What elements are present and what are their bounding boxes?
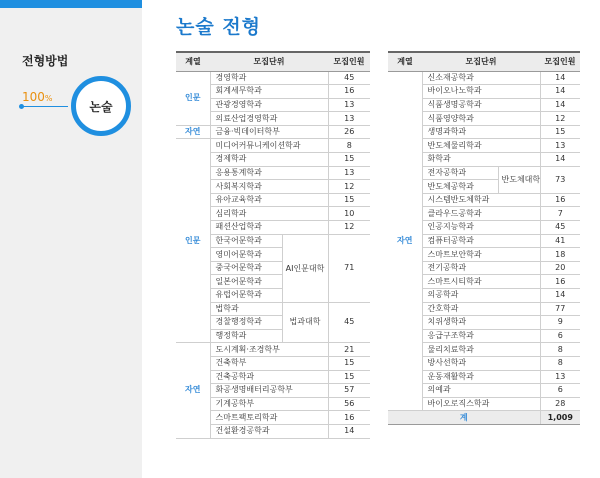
ring-label: 논술: [89, 99, 113, 114]
unit-cell: 경찰행정학과: [210, 316, 282, 330]
percent-label: [22, 90, 53, 104]
unit-cell: 회계세무학과: [210, 85, 328, 99]
unit-cell: 기계공학부: [210, 397, 328, 411]
unit-cell: 시스템반도체학과: [422, 193, 540, 207]
table-header-row: [388, 52, 580, 71]
count-cell: 21: [328, 343, 370, 357]
count-cell: 12: [540, 112, 580, 126]
group-cell: 인문: [176, 139, 210, 343]
unit-cell: 식품영양학과: [422, 112, 540, 126]
unit-cell: 신소재공학과: [422, 71, 540, 85]
unit-cell: 반도체공학과: [422, 180, 498, 194]
unit-cell: 스마트시티학과: [422, 275, 540, 289]
unit-cell: 식품생명공학과: [422, 98, 540, 112]
table-row: [176, 343, 370, 357]
count-cell: 8: [540, 343, 580, 357]
count-cell: 18: [540, 248, 580, 262]
count-cell: 15: [328, 193, 370, 207]
unit-cell: 관광경영학과: [210, 98, 328, 112]
unit-cell: 영미어문학과: [210, 248, 282, 262]
method-label: 전형방법: [22, 54, 69, 68]
subgroup-cell: AI인문대학: [282, 234, 328, 302]
count-cell: 8: [328, 139, 370, 153]
unit-cell: 중국어문학과: [210, 261, 282, 275]
unit-cell: 간호학과: [422, 302, 540, 316]
total-row: [388, 411, 580, 425]
admissions-table-left: [176, 51, 370, 439]
method-ring: [71, 76, 131, 136]
unit-cell: 인공지능학과: [422, 221, 540, 235]
unit-cell: 전자공학과: [422, 166, 498, 180]
unit-cell: 도시계획·조경학부: [210, 343, 328, 357]
count-cell: 13: [328, 112, 370, 126]
table-row: [176, 139, 370, 153]
unit-cell: 스마트팩토리학과: [210, 411, 328, 425]
unit-cell: 컴퓨터공학과: [422, 234, 540, 248]
count-cell: 13: [328, 166, 370, 180]
count-cell: 9: [540, 316, 580, 330]
unit-cell: 금융·빅데이터학부: [210, 125, 328, 139]
unit-cell: 방사선학과: [422, 356, 540, 370]
unit-cell: 의료산업경영학과: [210, 112, 328, 126]
unit-cell: 운동재활학과: [422, 370, 540, 384]
percent-value: 100: [22, 90, 45, 104]
count-cell: 15: [328, 356, 370, 370]
unit-cell: 건축학부: [210, 356, 328, 370]
count-cell: 20: [540, 261, 580, 275]
unit-cell: 화공생명배터리공학부: [210, 384, 328, 398]
unit-cell: 유아교육학과: [210, 193, 328, 207]
count-cell: 26: [328, 125, 370, 139]
count-cell: 14: [540, 85, 580, 99]
unit-cell: 건축공학과: [210, 370, 328, 384]
unit-cell: 패션산업학과: [210, 221, 328, 235]
sidebar-accent-bar: [0, 0, 142, 8]
header-group: 계열: [388, 52, 422, 71]
count-cell: 6: [540, 384, 580, 398]
count-cell: 15: [540, 125, 580, 139]
unit-cell: 법학과: [210, 302, 282, 316]
count-cell: 14: [540, 98, 580, 112]
count-cell: 41: [540, 234, 580, 248]
count-cell: 14: [540, 153, 580, 167]
unit-cell: 응용통계학과: [210, 166, 328, 180]
count-cell: 15: [328, 370, 370, 384]
unit-cell: 경제학과: [210, 153, 328, 167]
percent-unit: %: [44, 94, 53, 103]
subgroup-cell: 반도체대학: [498, 166, 540, 193]
unit-cell: 치위생학과: [422, 316, 540, 330]
table-row: [176, 71, 370, 85]
count-cell: 77: [540, 302, 580, 316]
unit-cell: 유럽어문학과: [210, 289, 282, 303]
header-group: 계열: [176, 52, 210, 71]
header-unit: 모집단위: [210, 52, 328, 71]
unit-cell: 스마트보안학과: [422, 248, 540, 262]
unit-cell: 건설환경공학과: [210, 424, 328, 438]
unit-cell: 응급구조학과: [422, 329, 540, 343]
page-title: 논술 전형: [176, 16, 262, 38]
count-cell: 13: [328, 98, 370, 112]
table-header-row: [176, 52, 370, 71]
header-unit: 모집단위: [422, 52, 540, 71]
count-cell: 45: [328, 71, 370, 85]
group-cell: 자연: [176, 125, 210, 139]
unit-cell: 한국어문학과: [210, 234, 282, 248]
unit-cell: 전기공학과: [422, 261, 540, 275]
subgroup-cell: 법과대학: [282, 302, 328, 343]
unit-cell: 클라우드공학과: [422, 207, 540, 221]
count-cell: 45: [328, 302, 370, 343]
unit-cell: 경영학과: [210, 71, 328, 85]
count-cell: 13: [540, 370, 580, 384]
unit-cell: 생명과학과: [422, 125, 540, 139]
count-cell: 16: [328, 411, 370, 425]
count-cell: 57: [328, 384, 370, 398]
unit-cell: 의예과: [422, 384, 540, 398]
count-cell: 28: [540, 397, 580, 411]
unit-cell: 바이오나노학과: [422, 85, 540, 99]
count-cell: 10: [328, 207, 370, 221]
unit-cell: 화학과: [422, 153, 540, 167]
unit-cell: 행정학과: [210, 329, 282, 343]
total-value: 1,009: [540, 411, 580, 425]
group-cell: 인문: [176, 71, 210, 125]
header-count: 모집인원: [540, 52, 580, 71]
count-cell: 13: [540, 139, 580, 153]
unit-cell: 일본어문학과: [210, 275, 282, 289]
count-cell: 73: [540, 166, 580, 193]
count-cell: 45: [540, 221, 580, 235]
unit-cell: 미디어커뮤니케이션학과: [210, 139, 328, 153]
count-cell: 12: [328, 180, 370, 194]
unit-cell: 바이오로직스학과: [422, 397, 540, 411]
count-cell: 14: [540, 289, 580, 303]
count-cell: 14: [540, 71, 580, 85]
table-row: [176, 125, 370, 139]
group-cell: 자연: [176, 343, 210, 438]
count-cell: 7: [540, 207, 580, 221]
percent-line: [22, 106, 68, 107]
count-cell: 16: [328, 85, 370, 99]
unit-cell: 의공학과: [422, 289, 540, 303]
unit-cell: 심리학과: [210, 207, 328, 221]
unit-cell: 반도체물리학과: [422, 139, 540, 153]
header-count: 모집인원: [328, 52, 370, 71]
count-cell: 12: [328, 221, 370, 235]
unit-cell: 물리치료학과: [422, 343, 540, 357]
group-cell: 자연: [388, 71, 422, 411]
count-cell: 6: [540, 329, 580, 343]
total-label: 계: [388, 411, 540, 425]
count-cell: 16: [540, 275, 580, 289]
admissions-table-right: [388, 51, 580, 425]
count-cell: 8: [540, 356, 580, 370]
count-cell: 16: [540, 193, 580, 207]
sidebar: [0, 0, 142, 478]
count-cell: 15: [328, 153, 370, 167]
count-cell: 14: [328, 424, 370, 438]
unit-cell: 사회복지학과: [210, 180, 328, 194]
count-cell: 71: [328, 234, 370, 302]
count-cell: 56: [328, 397, 370, 411]
table-row: [388, 71, 580, 85]
